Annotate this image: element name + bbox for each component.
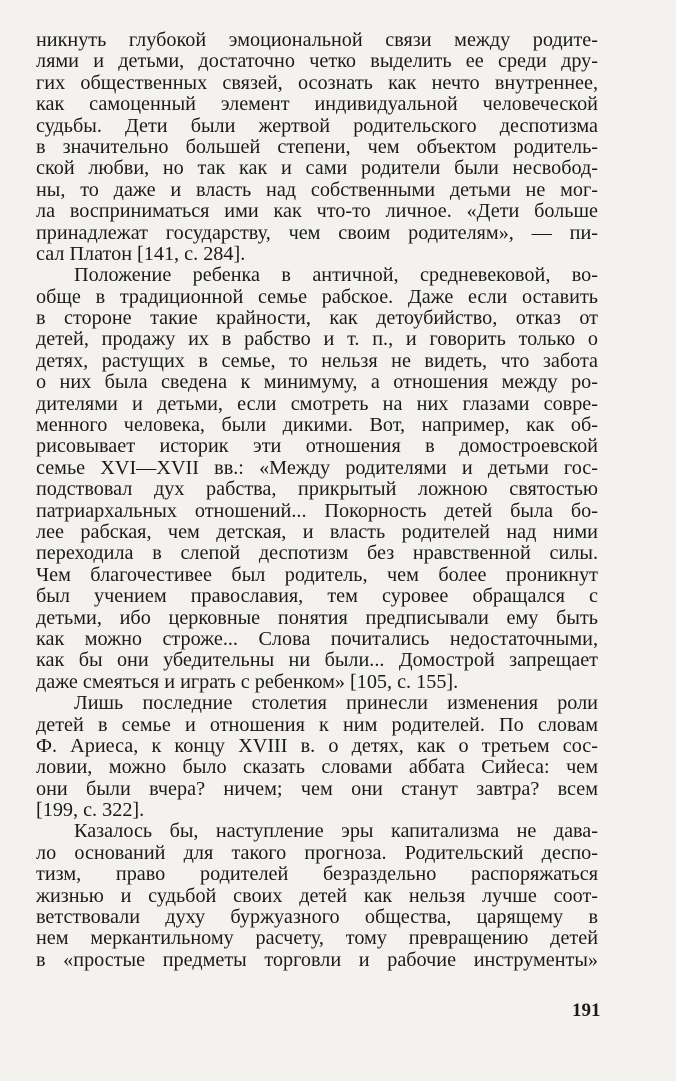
- text-line: лее рабская, чем детская, и власть родителей над ними: [36, 521, 598, 543]
- text-line: в «простые предметы торговли и рабочие инструменты»: [36, 949, 598, 971]
- paragraph: [36, 30, 598, 265]
- text-line: никнуть глубокой эмоциональной связи между родите-: [36, 30, 598, 51]
- text-line: семье XVI—XVII вв.: «Между родителями и детьми гос-: [36, 457, 598, 479]
- text-line: патриархальных отношений... Покорность детей была бо-: [36, 500, 598, 522]
- text-line: ветствовали духу буржуазного общества, царящему в: [36, 907, 598, 929]
- text-line: Чем благочестивее был родитель, чем более проникнут: [36, 564, 598, 586]
- text-line: о них была сведена к минимуму, а отношения между ро-: [36, 372, 598, 394]
- text-line: в стороне такие крайности, как детоубийство, отказ от: [36, 308, 598, 330]
- text-line: Казалось бы, наступление эры капитализма не дава-: [74, 821, 598, 843]
- paragraph: [36, 265, 598, 693]
- page-body: [36, 30, 598, 971]
- text-line: [199, с. 322].: [36, 800, 145, 822]
- paragraph: [36, 693, 598, 821]
- page-number: 191: [572, 1000, 601, 1021]
- text-line: сал Платон [141, с. 284].: [36, 243, 246, 265]
- text-line: Лишь последние столетия принесли изменения роли: [74, 693, 598, 715]
- text-line: даже смеяться и играть с ребенком» [105, с. 155].: [36, 671, 459, 693]
- text-line: ла восприниматься ими как что-то личное. «Дети больше: [36, 201, 598, 223]
- text-line: был учением православия, тем суровее обращался с: [36, 586, 598, 608]
- text-line: обще в традиционной семье рабское. Даже если оставить: [36, 286, 598, 308]
- text-line: лями и детьми, достаточно четко выделить ее среди дру-: [36, 51, 598, 73]
- text-line: ловии, можно было сказать словами аббата Сийеса: чем: [36, 757, 598, 779]
- text-line: детях, растущих в семье, то нельзя не видеть, что забота: [36, 350, 598, 372]
- text-line: Ф. Ариеса, к концу XVIII в. о детях, как о третьем сос-: [36, 735, 598, 757]
- text-line: судьбы. Дети были жертвой родительского деспотизма: [36, 115, 598, 137]
- text-line: детей, продажу их в рабство и т. п., и говорить только о: [36, 329, 598, 351]
- text-line: рисовывает историк эти отношения в домостроевской: [36, 436, 598, 458]
- text-line: ны, то даже и власть над собственными детьми не мог-: [36, 179, 598, 201]
- paragraph: [36, 821, 598, 971]
- text-line: как можно строже... Слова почитались недостаточными,: [36, 628, 598, 650]
- text-line: ло оснований для такого прогноза. Родительский деспо-: [36, 842, 598, 864]
- text-line: нем меркантильному расчету, тому превращению детей: [36, 928, 598, 950]
- text-line: тизм, право родителей безраздельно распоряжаться: [36, 864, 598, 886]
- text-line: детей в семье и отношения к ним родителей. По словам: [36, 714, 598, 736]
- text-line: гих общественных связей, осознать как нечто внутреннее,: [36, 72, 598, 94]
- text-line: в значительно большей степени, чем объектом родитель-: [36, 136, 598, 158]
- text-line: Положение ребенка в античной, средневековой, во-: [74, 265, 598, 287]
- text-line: принадлежат государству, чем своим родителям», — пи-: [36, 222, 598, 244]
- text-line: как бы они убедительны ни были... Домострой запрещает: [36, 650, 598, 672]
- text-line: как самоценный элемент индивидуальной человеческой: [36, 94, 598, 116]
- text-line: они были вчера? ничем; чем они станут завтра? всем: [36, 778, 598, 800]
- text-line: подствовал дух рабства, прикрытый ложною святостью: [36, 479, 598, 501]
- text-line: менного человека, были дикими. Вот, например, как об-: [36, 415, 598, 437]
- text-line: детьми, ибо церковные понятия предписывали ему быть: [36, 607, 598, 629]
- text-line: переходила в слепой деспотизм без нравственной силы.: [36, 543, 598, 565]
- text-line: жизнью и судьбой своих детей как нельзя лучше соот-: [36, 885, 598, 907]
- text-line: ской любви, но так как и сами родители были несвобод-: [36, 158, 598, 180]
- text-line: дителями и детьми, если смотреть на них глазами совре-: [36, 393, 598, 415]
